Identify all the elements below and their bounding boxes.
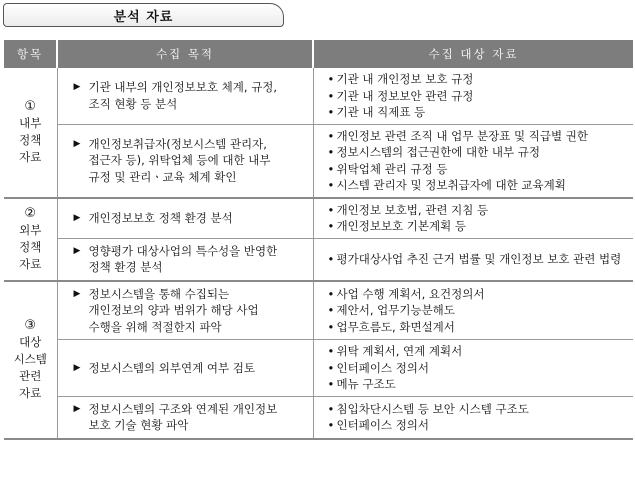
target-list: [328, 286, 630, 336]
bullet-icon: •: [327, 202, 335, 217]
purpose-text-line: 영향평가 대상사업의 특수성을 반영한: [88, 243, 278, 258]
targets-cell: [313, 238, 633, 281]
table-row: [4, 340, 633, 397]
purpose-cell: [57, 198, 313, 239]
table-header-row: [4, 40, 633, 68]
list-item: [328, 161, 630, 178]
bullet-icon: •: [327, 178, 335, 192]
category-label-line: 관련: [19, 369, 42, 383]
list-item: [328, 401, 630, 418]
section-title: 분석 자료: [3, 3, 284, 27]
bullet-icon: •: [327, 319, 335, 334]
bullet-icon: •: [327, 105, 335, 119]
bullet-icon: •: [327, 303, 335, 317]
category-label-line: 자료: [19, 386, 42, 400]
purpose-text-line: 기관 내부의 개인정보보호 체계, 규정,: [88, 80, 278, 95]
bullet-icon: •: [327, 128, 335, 143]
bullet-icon: •: [327, 418, 335, 432]
target-list: [328, 202, 630, 235]
table-row: [4, 68, 633, 124]
target-item-text: 사업 수행 계획서, 요건정의서: [336, 286, 485, 301]
target-item-text: 개인정보보호 기본계획 등: [336, 219, 467, 233]
bullet-icon: •: [327, 360, 335, 375]
category-label-line: 정책: [19, 133, 42, 148]
analysis-material-table: [4, 40, 633, 440]
table-row: [4, 198, 633, 239]
target-list: [328, 128, 630, 194]
purpose-text-line: 개인정보취급자(정보시스템 관리자,: [88, 136, 267, 151]
target-item-text: 기관 내 직제표 등: [336, 105, 426, 119]
list-item: [328, 88, 630, 105]
purpose-text-line: 조직 현황 등 분석: [88, 96, 178, 111]
targets-cell: [313, 281, 633, 340]
triangle-bullet-icon: ▶: [73, 212, 81, 223]
purpose-cell: [57, 124, 313, 198]
purpose-text-line: 개인정보보호 정책 환경 분석: [88, 210, 233, 225]
bullet-icon: •: [327, 145, 335, 159]
bullet-icon: •: [327, 72, 335, 86]
target-item-text: 위탁업체 관리 규정 등: [336, 161, 448, 176]
list-item: [328, 302, 630, 319]
triangle-bullet-icon: ▶: [73, 245, 81, 256]
target-list: [328, 251, 630, 268]
bullet-icon: •: [327, 377, 335, 391]
purpose-cell: [57, 238, 313, 281]
list-item: [328, 251, 630, 268]
triangle-bullet-icon: ▶: [73, 288, 81, 299]
targets-cell: [313, 68, 633, 124]
purpose-cell: [57, 68, 313, 124]
target-list: [328, 343, 630, 393]
list-item: [328, 417, 630, 434]
target-item-text: 업무흐름도, 화면설계서: [336, 319, 455, 334]
list-item: [328, 376, 630, 393]
purpose-text-line: 정보시스템의 외부연계 여부 검토: [88, 360, 255, 375]
target-item-text: 제안서, 업무기능분해도: [336, 303, 455, 317]
target-item-text: 인터페이스 정의서: [336, 360, 430, 375]
targets-cell: [313, 124, 633, 198]
category-cell: [4, 281, 57, 439]
list-item: [328, 319, 630, 336]
category-label-line: 시스템: [13, 352, 47, 366]
triangle-bullet-icon: ▶: [73, 138, 81, 149]
target-list: [328, 401, 630, 434]
list-item: [328, 71, 630, 88]
triangle-bullet-icon: ▶: [73, 403, 81, 414]
list-item: [328, 104, 630, 121]
bullet-icon: •: [327, 344, 335, 358]
header-category: 항목: [4, 40, 57, 68]
category-label-line: 자료: [19, 257, 42, 271]
target-item-text: 침입차단시스템 등 보안 시스템 구조도: [336, 401, 529, 416]
target-list: [328, 71, 630, 121]
list-item: [328, 144, 630, 161]
purpose-text-line: 보호 기술 현황 파악: [88, 418, 189, 432]
category-label-line: 외부: [19, 223, 42, 237]
targets-cell: [313, 396, 633, 439]
category-number: ③: [24, 318, 37, 333]
triangle-bullet-icon: ▶: [73, 362, 81, 373]
list-item: [328, 202, 630, 219]
triangle-bullet-icon: ▶: [73, 82, 81, 93]
list-item: [328, 343, 630, 360]
bullet-icon: •: [327, 88, 335, 103]
targets-cell: [313, 198, 633, 239]
purpose-text-line: 정보시스템의 구조와 연계된 개인정보: [88, 401, 278, 416]
category-label-line: 대상: [19, 335, 42, 349]
purpose-cell: [57, 340, 313, 397]
table-body: [4, 68, 633, 439]
purpose-text-line: 개인정보의 양과 범위가 해당 사업: [88, 303, 259, 317]
purpose-text-line: 접근자 등), 위탁업체 등에 대한 내부: [88, 153, 271, 168]
targets-cell: [313, 340, 633, 397]
category-label-line: 정책: [19, 240, 42, 254]
target-item-text: 메뉴 구조도: [336, 377, 396, 391]
target-item-text: 평가대상사업 추진 근거 법률 및 개인정보 보호 관련 법령: [336, 251, 622, 266]
bullet-icon: •: [327, 401, 335, 416]
list-item: [328, 360, 630, 377]
purpose-text-line: 수행을 위해 적절한지 파악: [88, 319, 222, 334]
target-item-text: 위탁 계획서, 연계 계획서: [336, 344, 463, 358]
table-row: [4, 124, 633, 198]
table-row: [4, 281, 633, 340]
bullet-icon: •: [327, 161, 335, 176]
target-item-text: 개인정보 보호법, 관련 지침 등: [336, 202, 489, 217]
bullet-icon: •: [327, 251, 335, 266]
target-item-text: 시스템 관리자 및 정보취급자에 대한 교육계획: [336, 178, 566, 192]
category-number: ②: [24, 206, 37, 221]
bullet-icon: •: [327, 219, 335, 233]
target-item-text: 개인정보 관련 조직 내 업무 분장표 및 직급별 권한: [336, 128, 588, 143]
header-targets: 수집 대상 자료: [313, 40, 633, 68]
purpose-text-line: 규정 및 관리ㆍ교육 체계 확인: [88, 169, 237, 184]
category-number: ①: [24, 99, 37, 115]
target-item-text: 정보시스템의 접근권한에 대한 내부 규정: [336, 145, 540, 159]
category-label-line: 자료: [19, 150, 42, 165]
list-item: [328, 128, 630, 145]
category-cell: [4, 198, 57, 281]
category-label-line: 내부: [19, 116, 42, 131]
list-item: [328, 177, 630, 194]
header-purpose: 수집 목적: [57, 40, 313, 68]
table-row: [4, 238, 633, 281]
purpose-cell: [57, 396, 313, 439]
purpose-text-line: 정보시스템을 통해 수집되는: [88, 286, 230, 301]
target-item-text: 기관 내 개인정보 보호 규정: [336, 72, 474, 86]
category-cell: [4, 68, 57, 198]
list-item: [328, 218, 630, 235]
target-item-text: 인터페이스 정의서: [336, 418, 430, 432]
table-row: [4, 396, 633, 439]
purpose-text-line: 정책 환경 분석: [88, 260, 163, 274]
purpose-cell: [57, 281, 313, 340]
target-item-text: 기관 내 정보보안 관련 규정: [336, 88, 474, 103]
list-item: [328, 286, 630, 303]
bullet-icon: •: [327, 286, 335, 301]
